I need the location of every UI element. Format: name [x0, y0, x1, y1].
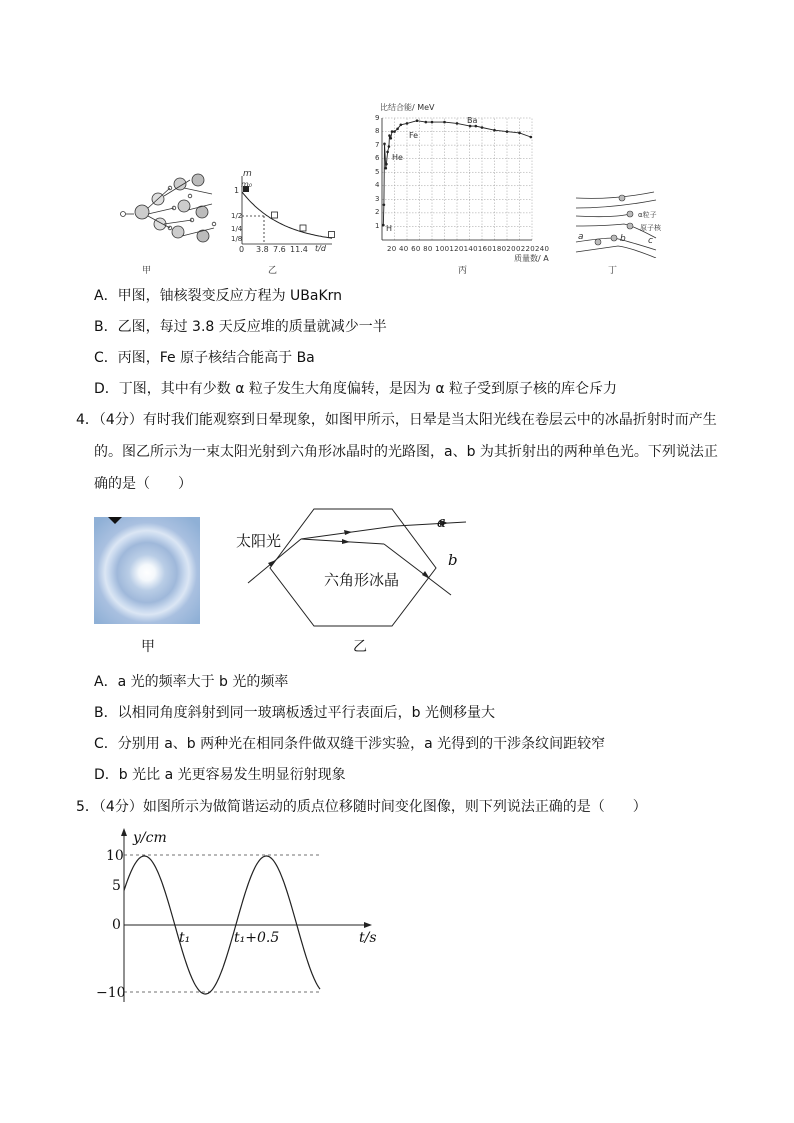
fig-ding-caption: 丁: [608, 266, 618, 276]
q3-option-d: D．丁图，其中有少数 α 粒子发生大角度偏转，是因为 α 粒子受到原子核的库仑斥力: [94, 381, 618, 397]
fig-yi-xtick: 3.8: [256, 245, 269, 254]
q4-stem-line-2: 的。图乙所示为一束太阳光射到六角形冰晶时的光路图，a、b 为其折射出的两种单色光。下列说法正: [94, 444, 718, 460]
fig-bing-label-ba: Ba: [467, 116, 478, 125]
q5-ytick-0: 0: [112, 917, 121, 933]
q4-option-a: A．a 光的频率大于 b 光的频率: [94, 674, 289, 690]
q5-xlabel: t/s: [359, 930, 377, 946]
halo-photo: [94, 517, 200, 624]
q4-option-c: C．分别用 a、b 两种光在相同条件做双缝干涉实验，a 光得到的干涉条纹间距较窄: [94, 736, 606, 752]
q5-ytick-5: 5: [112, 878, 121, 894]
binding-energy-point: [406, 122, 409, 125]
binding-energy-point: [416, 119, 419, 122]
fig-bing-ytick: 7: [375, 141, 380, 149]
q5-t1-label: t₁: [179, 930, 191, 946]
fig-bing-xlabel: 质量数/ A: [514, 254, 549, 263]
fig-bing-ytick: 3: [375, 195, 380, 203]
fig-yi-xtick: 11.4: [290, 245, 308, 254]
fig-yi-xtick: 0: [239, 245, 245, 254]
q5-ytick-10: 10: [106, 848, 124, 864]
binding-energy-point: [390, 137, 393, 140]
binding-energy-point: [388, 134, 391, 137]
q4-option-d: D．b 光比 a 光更容易发生明显衍射现象: [94, 767, 346, 783]
q4-ray-a-label: a: [437, 513, 446, 531]
fig-bing-ytick: 8: [375, 127, 380, 135]
binding-energy-point: [506, 130, 509, 133]
fig-yi-ylabel-bottom: m₀: [241, 180, 252, 189]
fig-bing-ytick: 6: [375, 154, 380, 162]
binding-energy-point: [388, 145, 391, 148]
fig-bing-ylabel: 比结合能/ MeV: [380, 103, 435, 112]
fig-ding-label-a: a: [578, 232, 584, 242]
fig-yi-ytick: 1/2: [231, 212, 243, 220]
binding-energy-point: [475, 125, 478, 128]
decay-point: [300, 225, 306, 231]
binding-energy-point: [493, 129, 496, 132]
q4-stem-line-3: 确的是（ ）: [94, 476, 192, 492]
fig-jia-caption: 甲: [142, 266, 152, 276]
fig-bing-caption: 丙: [458, 266, 468, 276]
halo-marker-icon: [108, 517, 122, 524]
fig-jia-fission: [118, 166, 218, 246]
shm-displacement-chart: [100, 826, 400, 1006]
q3-option-a: A．甲图，铀核裂变反应方程为 UBaKrn: [94, 288, 343, 304]
hexagon-crystal: [270, 509, 436, 626]
binding-energy-point: [383, 143, 386, 146]
fig-bing-ytick: 2: [375, 208, 380, 216]
binding-energy-point: [393, 130, 396, 133]
q4-fig-yi-caption: 乙: [353, 639, 367, 655]
binding-energy-point: [530, 136, 533, 139]
binding-energy-point: [385, 167, 388, 170]
q4-option-b: B．以相同角度斜射到同一玻璃板透过平行表面后，b 光侧移量大: [94, 705, 495, 721]
fig-yi-xlabel: t/d: [315, 244, 326, 253]
binding-energy-point: [425, 121, 428, 124]
fig-bing-label-he: He: [392, 153, 403, 162]
fig-bing-label-fe: Fe: [409, 131, 419, 140]
binding-energy-point: [431, 121, 434, 124]
q4-sunlight-label: 太阳光: [236, 532, 282, 550]
binding-energy-point: [469, 125, 472, 128]
fig-ding-nucleus-label: 原子核: [640, 224, 661, 232]
fig-ding-label-b: b: [620, 234, 626, 244]
q5-ylabel: y/cm: [133, 830, 167, 846]
fig-yi-ytick: 1/8: [231, 235, 243, 243]
q5-ytick-neg10: −10: [96, 985, 126, 1001]
decay-point: [329, 232, 335, 238]
fig-bing-ytick: 4: [375, 181, 380, 189]
fig-bing-ytick: 1: [375, 222, 380, 230]
q3-option-c: C．丙图，Fe 原子核结合能高于 Ba: [94, 350, 315, 366]
binding-energy-point: [382, 224, 385, 227]
binding-energy-point: [386, 151, 389, 154]
q3-option-b: B．乙图，每过 3.8 天反应堆的质量就减少一半: [94, 319, 387, 335]
fig-bing-xticks: 20 40 60 80 100120140160180200220240: [387, 245, 550, 253]
q4-stem-line-1: 4．（4分）有时我们能观察到日晕现象，如图甲所示，日晕是当太阳光线在卷层云中的冰晶折射时而产生: [76, 412, 717, 428]
q5-stem: 5．（4分）如图所示为做简谐运动的质点位移随时间变化图像，则下列说法正确的是（ ）: [76, 799, 647, 815]
binding-energy-point: [400, 124, 403, 127]
q4-ray-b-label: b: [448, 551, 458, 569]
decay-curve: [242, 192, 332, 238]
fig-yi-caption: 乙: [268, 266, 278, 276]
binding-energy-point: [391, 130, 394, 133]
fig-bing-ytick: 9: [375, 114, 380, 122]
fig-yi-xtick: 7.6: [273, 245, 286, 254]
fig-yi-ylabel-top: m: [243, 169, 252, 179]
fig-ding-alpha-label: α粒子: [638, 211, 657, 219]
q5-t1b-label: t₁+0.5: [234, 930, 280, 946]
fig-yi-ytick: 1/4: [231, 225, 243, 233]
fig-yi-ytick: 1: [234, 186, 240, 195]
q4-crystal-label: 六角形冰晶: [324, 571, 400, 589]
binding-energy-point: [396, 128, 399, 131]
fig-bing-binding-energy-chart: [372, 114, 542, 264]
decay-point: [272, 212, 278, 218]
binding-energy-point: [481, 126, 484, 129]
binding-energy-point: [443, 121, 446, 124]
binding-energy-point: [518, 132, 521, 135]
binding-energy-point: [383, 204, 386, 207]
fig-bing-label-h: H: [386, 224, 393, 233]
fig-ding-label-c: c: [648, 236, 653, 246]
binding-energy-point: [456, 122, 459, 125]
q4-fig-jia-caption: 甲: [141, 639, 155, 655]
fig-bing-ytick: 5: [375, 168, 380, 176]
fig-ding-alpha-scattering: [574, 186, 664, 258]
binding-energy-point: [385, 163, 388, 166]
